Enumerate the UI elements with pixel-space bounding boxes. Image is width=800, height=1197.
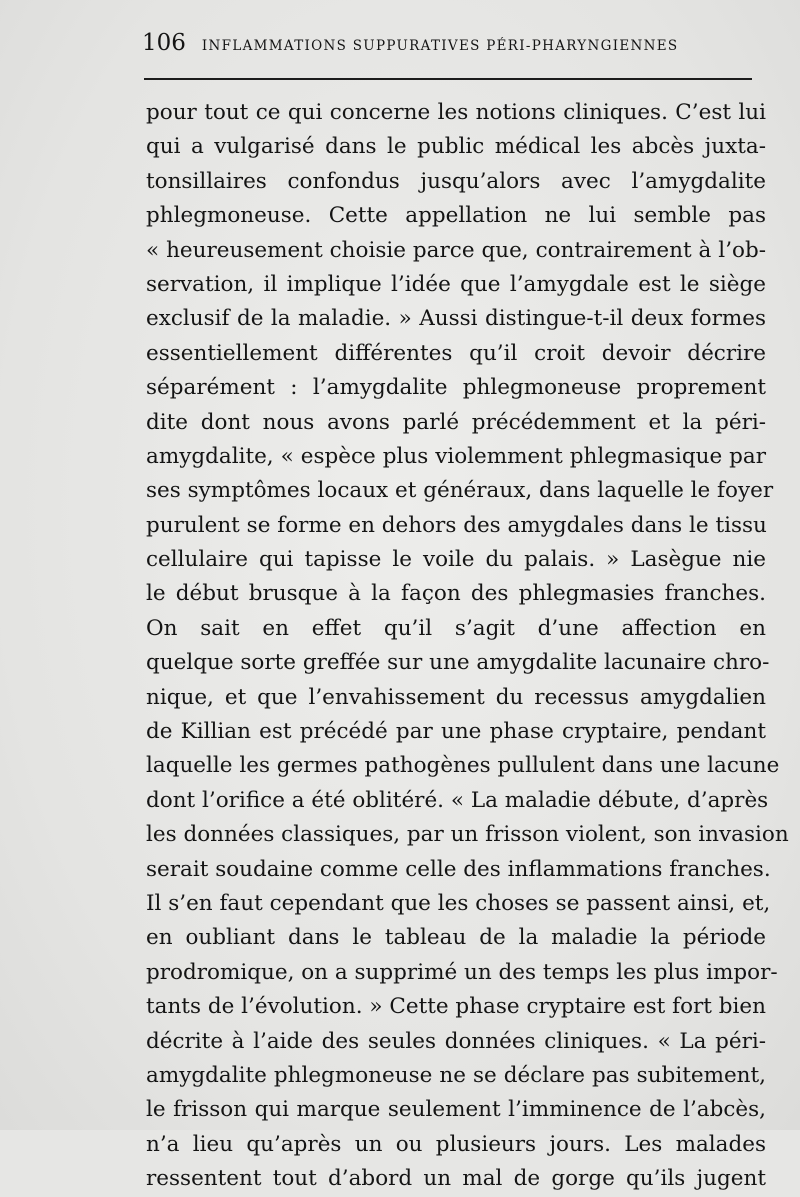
text-line: quelque sorte greffée sur une amygdalite lacunaire chro- bbox=[146, 650, 770, 676]
running-head: INFLAMMATIONS SUPPURATIVES PÉRI-PHARYNGIENNES bbox=[201, 38, 679, 54]
text-line: exclusif de la maladie. » Aussi distingue-t-il deux formes bbox=[146, 306, 766, 332]
text-line: dont l’orifice a été oblitéré. « La maladie débute, d’après bbox=[146, 787, 769, 813]
text-line: ses symptômes locaux et généraux, dans laquelle le foyer bbox=[146, 478, 774, 504]
text-line: les données classiques, par un frisson violent, son invasion bbox=[146, 822, 789, 848]
text-line: dite dont nous avons parlé précédemment et la péri- bbox=[146, 409, 766, 435]
text-line: serait soudaine comme celle des inflammations franches. bbox=[146, 856, 771, 882]
body-text bbox=[146, 96, 789, 1197]
text-line: amygdalite phlegmoneuse ne se déclare pas subitement, bbox=[146, 1062, 766, 1088]
text-line: On sait en effet qu’il s’agit d’une affection en bbox=[146, 615, 766, 641]
text-line: n’a lieu qu’après un ou plusieurs jours. Les malades bbox=[146, 1131, 766, 1157]
text-line: purulent se forme en dehors des amygdales dans le tissu bbox=[146, 512, 767, 538]
text-line: Il s’en faut cependant que les choses se passent ainsi, et, bbox=[146, 890, 771, 916]
text-line: ressentent tout d’abord un mal de gorge qu’ils jugent bbox=[146, 1166, 766, 1192]
text-line: le frisson qui marque seulement l’imminence de l’abcès, bbox=[146, 1097, 766, 1123]
text-line: décrite à l’aide des seules données cliniques. « La péri- bbox=[146, 1028, 766, 1054]
text-line: en oubliant dans le tableau de la maladie la période bbox=[146, 925, 766, 951]
page-number: 106 bbox=[142, 30, 186, 56]
text-line: cellulaire qui tapisse le voile du palais. » Lasègue nie bbox=[146, 547, 766, 573]
text-line: pour tout ce qui concerne les notions cliniques. C’est lui bbox=[146, 100, 766, 125]
text-line: séparément : l’amygdalite phlegmoneuse proprement bbox=[146, 375, 766, 401]
text-line: le début brusque à la façon des phlegmasies franches. bbox=[146, 581, 766, 607]
text-line: laquelle les germes pathogènes pullulent dans une lacune bbox=[146, 753, 780, 779]
text-line: prodromique, on a supprimé un des temps les plus impor- bbox=[146, 959, 778, 985]
text-line: servation, il implique l’idée que l’amygdale est le siège bbox=[146, 271, 766, 297]
text-line: nique, et que l’envahissement du recessus amygdalien bbox=[146, 684, 766, 710]
text-line: de Killian est précédé par une phase cryptaire, pendant bbox=[146, 719, 766, 745]
text-line: tonsillaires confondus jusqu’alors avec l’amygdalite bbox=[146, 168, 766, 194]
text-line: amygdalite, « espèce plus violemment phlegmasique par bbox=[146, 443, 766, 469]
text-line: « heureusement choisie parce que, contrairement à l’ob- bbox=[146, 237, 766, 263]
header-rule bbox=[144, 78, 752, 80]
text-line: qui a vulgarisé dans le public médical les abcès juxta- bbox=[146, 134, 766, 160]
page-header bbox=[142, 30, 762, 56]
text-line: phlegmoneuse. Cette appellation ne lui semble pas bbox=[146, 203, 766, 229]
text-line: tants de l’évolution. » Cette phase cryptaire est fort bien bbox=[146, 994, 766, 1020]
text-line: essentiellement différentes qu’il croit devoir décrire bbox=[146, 340, 766, 366]
